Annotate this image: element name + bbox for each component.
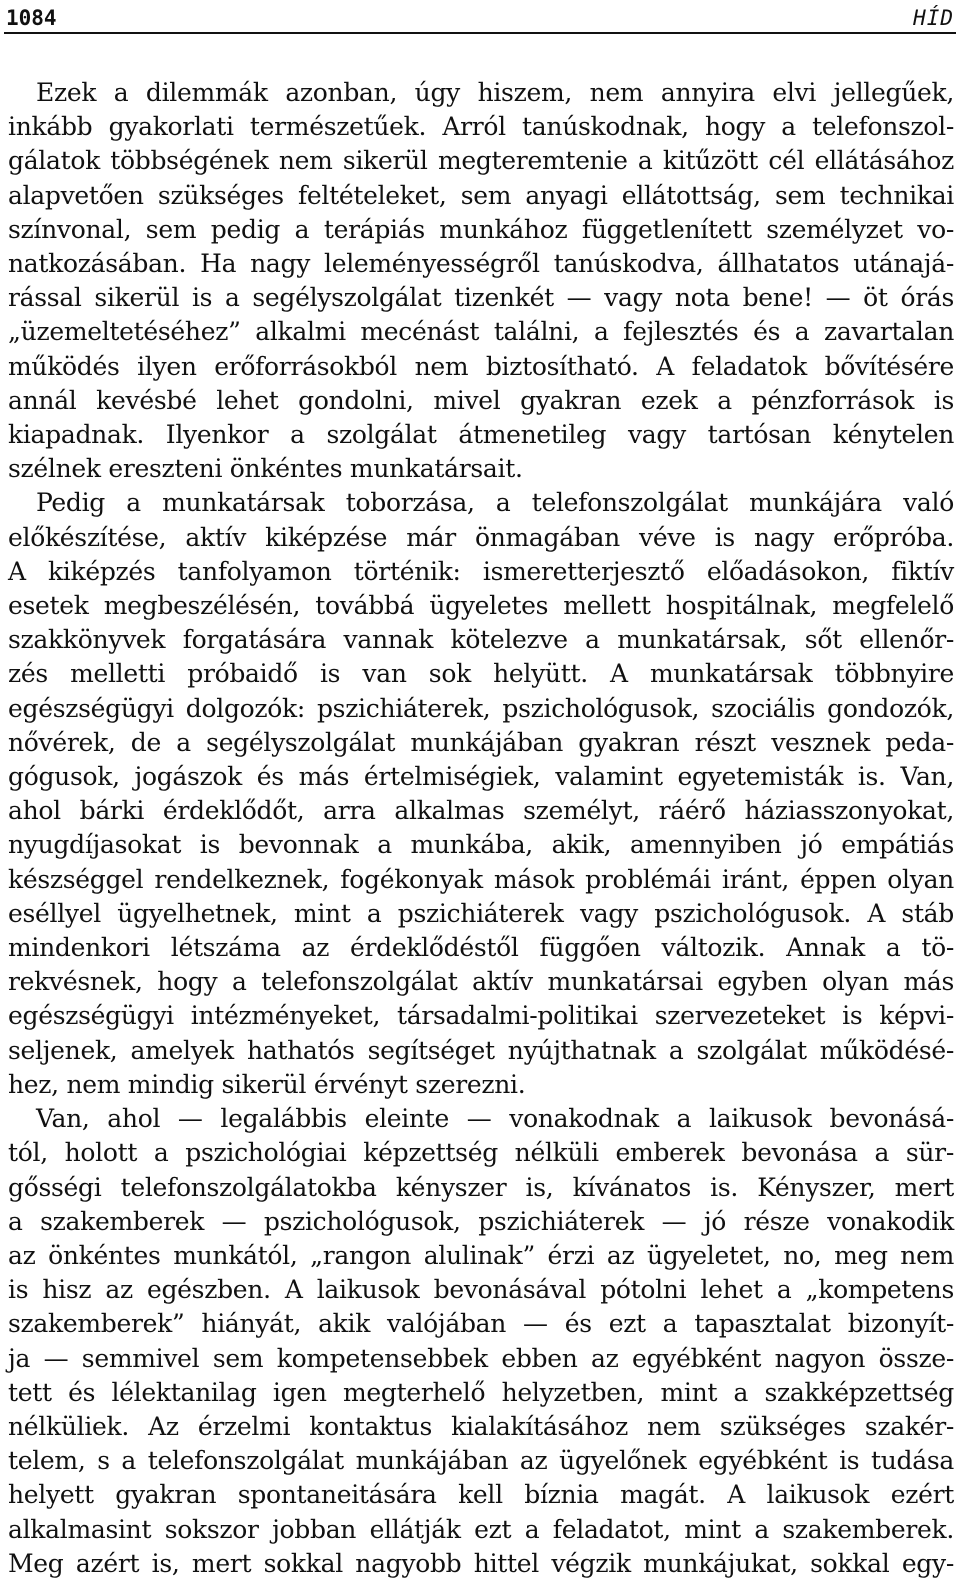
text-line: helyett gyakran spontaneitására kell bíznia magát. A laikusok ezért (8, 1480, 954, 1510)
text-line: A kiképzés tanfolyamon történik: ismeretterjesztő előadásokon, fiktív (8, 556, 954, 586)
text-line: mindenkori létszáma az érdeklődéstől függően változik. Annak a tö- (8, 933, 954, 963)
text-line: Van, ahol — legalábbis eleinte — vonakodnak a laikusok bevonásá- (36, 1104, 954, 1134)
text-line: működés ilyen erőforrásokból nem biztosítható. A feladatok bővítésére (8, 351, 954, 381)
page-number: 1084 (6, 6, 57, 30)
text-line: szélnek ereszteni önkéntes munkatársait. (8, 454, 523, 484)
text-line: rekvésnek, hogy a telefonszolgálat aktív munkatársai egyben olyan más (8, 967, 954, 997)
text-line: is hisz az egészben. A laikusok bevonásával pótolni lehet a „kompetens (8, 1275, 954, 1305)
text-line: a szakemberek — pszichológusok, pszichiáterek — jó része vonakodik (8, 1206, 954, 1236)
text-line: alapvetően szükséges feltételeket, sem anyagi ellátottság, sem technikai (8, 180, 954, 210)
text-line: készséggel rendelkeznek, fogékonyak mások problémái iránt, éppen olyan (8, 864, 954, 894)
text-line: nyugdíjasokat is bevonnak a munkába, akik, amennyiben jó empátiás (8, 830, 954, 860)
journal-title: HÍD (913, 6, 954, 30)
text-line: ja — semmivel sem kompetensebbek ebben az egyébként nagyon össze- (8, 1343, 954, 1373)
text-line: eséllyel ügyelhetnek, mint a pszichiáterek vagy pszichológusok. A stáb (8, 898, 954, 928)
paragraph-3 (8, 1102, 954, 1581)
text-line: tett és lélektanilag igen megterhelő helyzetben, mint a szakképzettség (8, 1377, 954, 1407)
text-line: színvonal, sem pedig a terápiás munkához függetlenített személyzet vo- (8, 214, 954, 244)
text-line: esetek megbeszélésén, továbbá ügyeletes mellett hospitálnak, megfelelő (8, 591, 954, 621)
text-line: egészségügyi dolgozók: pszichiáterek, pszichológusok, szociális gondozók, (8, 693, 954, 723)
text-line: alkalmasint sokszor jobban ellátják ezt a feladatot, mint a szakemberek. (8, 1514, 954, 1544)
text-line: seljenek, amelyek hathatós segítséget nyújthatnak a szolgálat működésé- (8, 1035, 954, 1065)
text-line: Meg azért is, mert sokkal nagyobb hittel végzik munkájukat, sokkal egy- (8, 1548, 954, 1578)
text-line: előkészítése, aktív kiképzése már önmagában véve is nagy erőpróba. (8, 522, 954, 552)
text-line: annál kevésbé lehet gondolni, mivel gyakran ezek a pénzforrások is (8, 385, 954, 415)
text-line: ahol bárki érdeklődőt, arra alkalmas személyt, ráérő háziasszonyokat, (8, 796, 954, 826)
text-line: tól, holott a pszichológiai képzettség nélküli emberek bevonása a sür- (8, 1138, 954, 1168)
text-line: inkább gyakorlati természetűek. Arról tanúskodnak, hogy a telefonszol- (8, 112, 954, 142)
text-line: nővérek, de a segélyszolgálat munkájában gyakran részt vesznek peda- (8, 727, 954, 757)
text-line: zés melletti próbaidő is van sok helyütt. A munkatársak többnyire (8, 659, 954, 689)
text-line: hez, nem mindig sikerül érvényt szerezni. (8, 1069, 526, 1099)
text-line: az önkéntes munkától, „rangon alulinak” érzi az ügyeletet, no, meg nem (8, 1240, 954, 1270)
body-text (8, 76, 954, 1581)
text-line: gálatok többségének nem sikerül megteremtenie a kitűzött cél ellátásához (8, 146, 954, 176)
text-line: szakemberek” hiányát, akik valójában — és ezt a tapasztalat bizonyít- (8, 1309, 954, 1339)
text-line: gősségi telefonszolgálatokba kényszer is, kívánatos is. Kényszer, mert (8, 1172, 954, 1202)
text-line: Pedig a munkatársak toborzása, a telefonszolgálat munkájára való (36, 488, 954, 518)
text-line: szakkönyvek forgatására vannak kötelezve a munkatársak, sőt ellenőr- (8, 625, 954, 655)
text-line: egészségügyi intézményeket, társadalmi-politikai szervezeteket is képvi- (8, 1001, 954, 1031)
paragraph-1 (8, 76, 954, 486)
text-line: „üzemeltetéséhez” alkalmi mecénást találni, a fejlesztés és a zavartalan (8, 317, 954, 347)
paragraph-2 (8, 486, 954, 1102)
text-line: telem, s a telefonszolgálat munkájában az ügyelőnek egyébként is tudása (8, 1446, 954, 1476)
text-line: Ezek a dilemmák azonban, úgy hiszem, nem annyira elvi jellegűek, (36, 78, 954, 107)
text-line: rással sikerül is a segélyszolgálat tizenkét — vagy nota bene! — öt órás (8, 283, 954, 313)
text-line: nélküliek. Az érzelmi kontaktus kialakításához nem szükséges szakér- (8, 1411, 954, 1441)
running-head (4, 2, 956, 34)
text-line: gógusok, jogászok és más értelmiségiek, valamint egyetemisták is. Van, (8, 762, 954, 792)
text-line: kiapadnak. Ilyenkor a szolgálat átmenetileg vagy tartósan kénytelen (8, 420, 954, 450)
text-line: natkozásában. Ha nagy leleményességről tanúskodva, állhatatos utánajá- (8, 249, 954, 279)
